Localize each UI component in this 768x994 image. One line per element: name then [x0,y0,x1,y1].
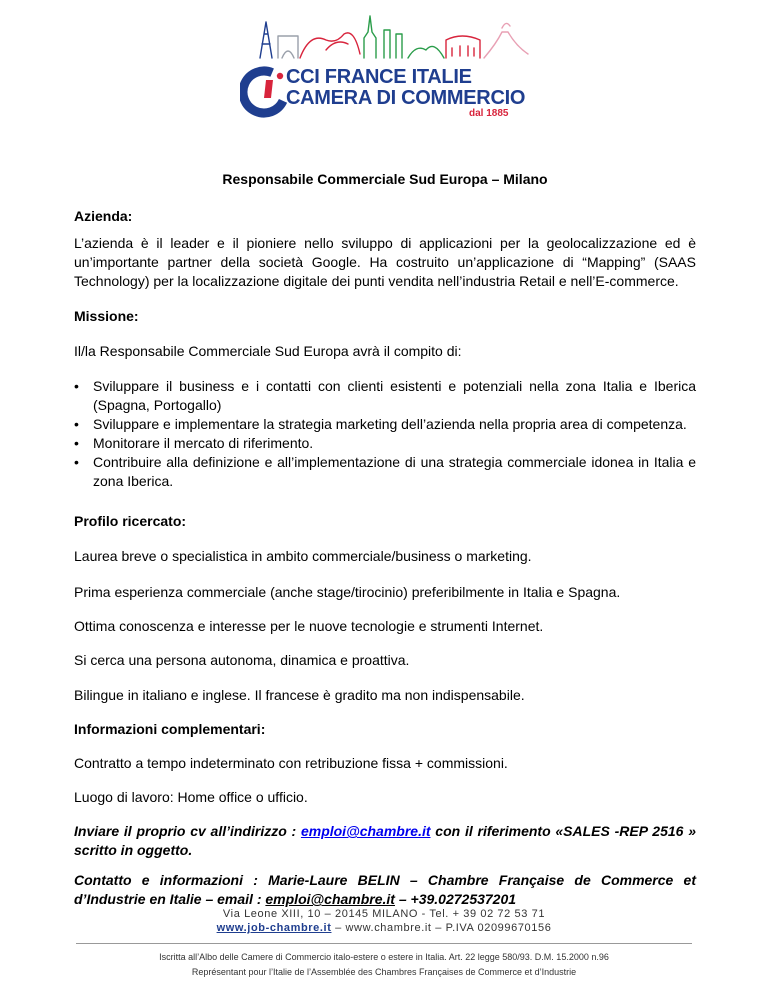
missione-list [74,377,696,491]
azienda-heading: Azienda: [74,208,133,224]
apply-email-link[interactable]: emploi@chambre.it [300,823,431,839]
list-item: • Contribuire alla definizione e all’implementazione di una strategia commerciale idonea in Italia e zona Iberica. [74,453,696,491]
profilo-line: Laurea breve o specialistica in ambito commerciale/business o marketing. [74,548,532,564]
address-line2 [0,921,768,935]
cci-logo [240,14,530,126]
azienda-text: L’azienda è il leader e il pioniere nello sviluppo di applicazioni per la geolocalizzazione ed è un’importante partner della società Google. Ha costruito un’applicazione di “Mapping” (SAAS Technology) per la localizzazione digitale dei punti vendita nell’industria Retail e nell’E-commerce. [74,235,696,289]
profilo-line: Bilingue in italiano e inglese. Il francese è gradito ma non indispensabile. [74,687,525,703]
apply-text-before: Inviare il proprio cv all’indirizzo : [74,823,301,839]
contact-text-before: Contatto e informazioni : Marie-Laure BELIN – Chambre Française de Commerce et d’Industrie en Italie – email : [74,872,696,907]
footer-line1: Iscritta all’Albo delle Camere di Commercio italo-estere o estere in Italia. Art. 22 legge 580/93. D.M. 15.2000 n.96 [159,952,609,962]
address-line1: Via Leone XIII, 10 – 20145 MILANO - Tel. + 39 02 72 53 71 [222,908,546,920]
list-item: • Sviluppare il business e i contatti con clienti esistenti e potenziali nella zona Italia e Iberica (Spagna, Portogallo) [74,377,696,415]
address-rest: – www.chambre.it – P.IVA 02099670156 [331,922,552,934]
apply-text-after: con il riferimento «SALES -REP 2516 » scritto in oggetto. [74,823,696,858]
footer-divider [76,943,692,944]
logo-brand-line1: CCI FRANCE ITALIE [286,66,472,88]
profilo-line: Prima esperienza commerciale (anche stage/tirocinio) preferibilmente in Italia e Spagna. [74,584,621,600]
logo-since: dal 1885 [469,108,509,119]
profilo-line: Si cerca una persona autonoma, dinamica e proattiva. [74,652,410,668]
missione-intro: Il/la Responsabile Commerciale Sud Europa avrà il compito di: [74,343,462,359]
info-heading: Informazioni complementari: [74,721,266,737]
profilo-line: Ottima conoscenza e interesse per le nuove tecnologie e strumenti Internet. [74,618,544,634]
list-item: • Monitorare il mercato di riferimento. [74,434,696,453]
list-item: • Sviluppare e implementare la strategia marketing dell’azienda nella propria area di competenza. [74,415,696,434]
info-line: Contratto a tempo indeterminato con retribuzione fissa + commissioni. [74,755,508,771]
contact-email-link[interactable]: emploi@chambre.it [265,891,395,907]
footer-line2: Représentant pour l’Italie de l’Assemblée des Chambres Françaises de Commerce et d’Industrie [191,967,577,977]
missione-heading: Missione: [74,308,139,324]
logo-brand-line2: CAMERA DI COMMERCIO [286,87,526,109]
job-site-link[interactable]: www.job-chambre.it [216,922,332,934]
contact-text-after: – +39.0272537201 [394,891,517,907]
info-line: Luogo di lavoro: Home office o ufficio. [74,789,308,805]
apply-instructions [74,822,696,860]
contact-info [74,871,696,909]
profilo-heading: Profilo ricercato: [74,513,187,529]
page-title: Responsabile Commerciale Sud Europa – Milano [222,171,548,187]
